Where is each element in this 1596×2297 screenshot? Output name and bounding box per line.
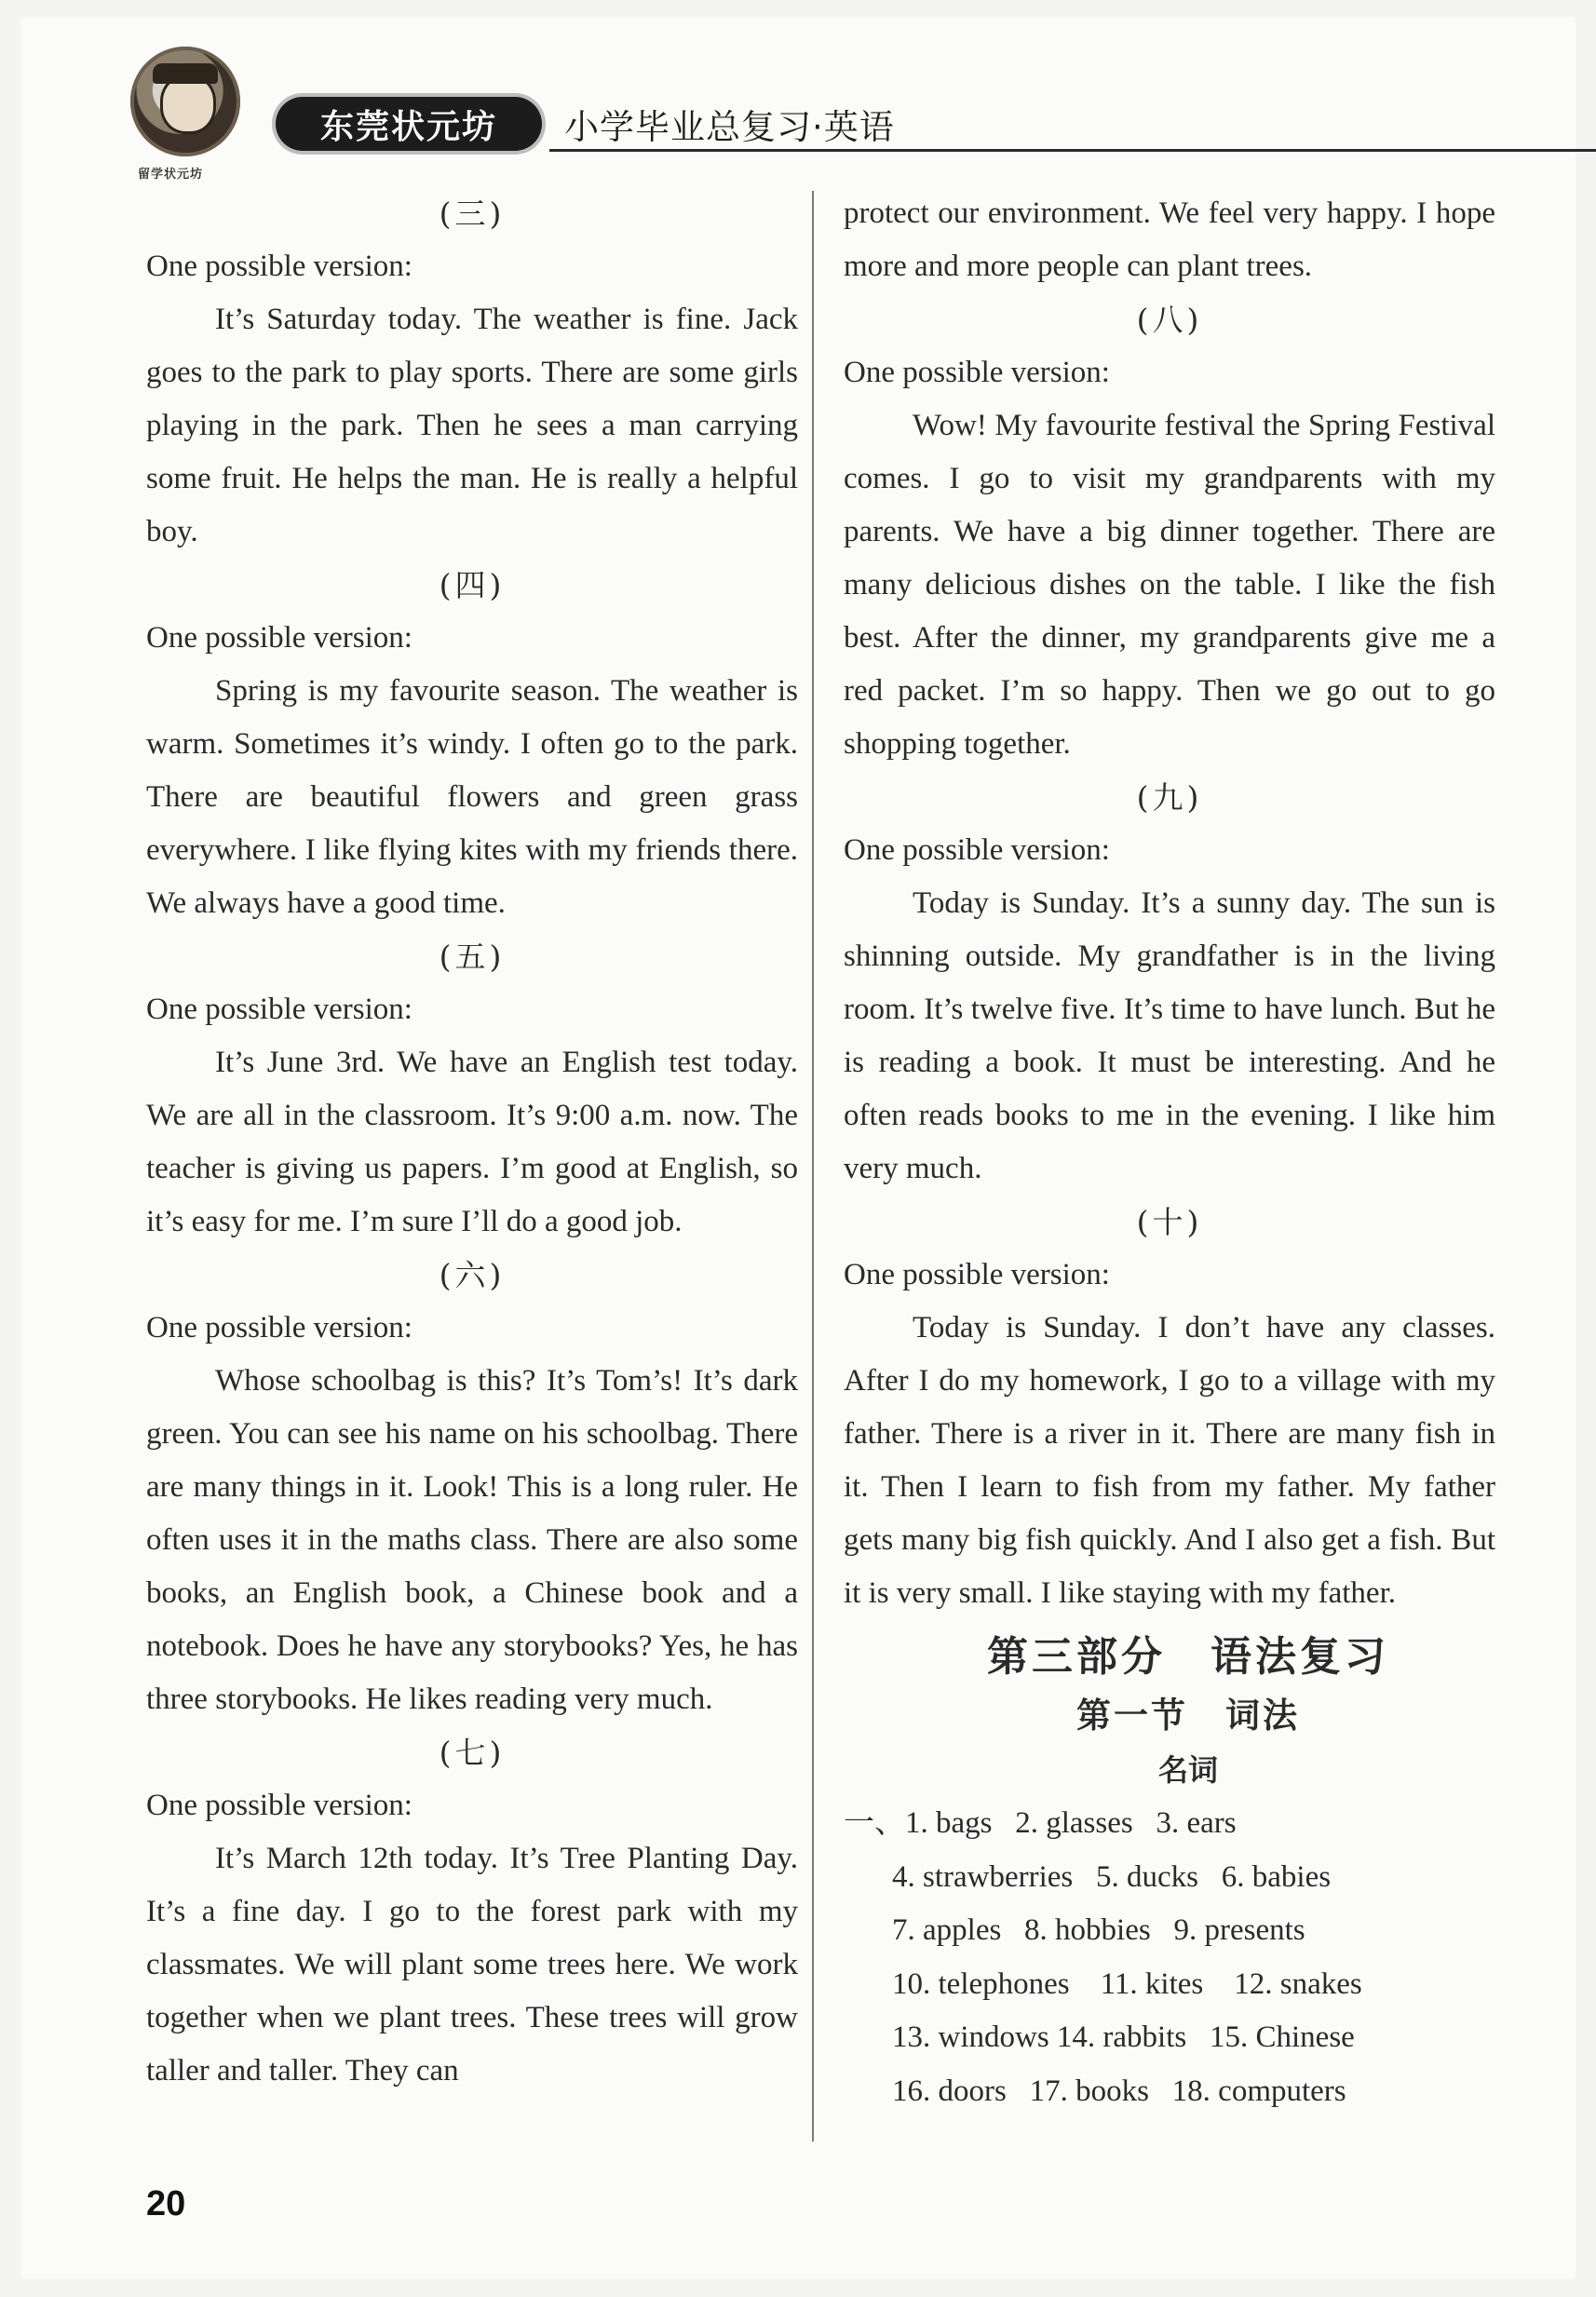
section-heading: (四) <box>439 567 506 603</box>
version-label: One possible version: <box>146 1789 413 1822</box>
page-header <box>0 0 1596 196</box>
section-heading: (八) <box>1136 302 1203 338</box>
essay-text: Wow! My favourite festival the Spring Festival comes. I go to visit my grandparents with my parents. We have a big dinner together. There are many delicious dishes on the table. I like the fish best. After the dinner, my grandparents give me a red packet. I’m so happy. Then we go out to go shopping together. <box>844 409 1495 761</box>
essay-section <box>844 293 1495 771</box>
book-title: 小学毕业总复习·英语 <box>564 107 895 147</box>
answer-row: 一、1. bags 2. glasses 3. ears <box>844 1806 1237 1840</box>
topic-title: 名词 <box>1157 1752 1218 1788</box>
essay-section <box>844 771 1495 1196</box>
essay-section <box>146 187 798 559</box>
essay-text: It’s March 12th today. It’s Tree Planting Day. It’s a fine day. I go to the forest park with my classmates. We will plant some trees here. We work together when we plant trees. These trees will grow taller and taller. They can <box>146 1842 798 2088</box>
column-divider <box>812 191 814 2142</box>
answer-row: 4. strawberries 5. ducks 6. babies <box>892 1859 1332 1894</box>
essay-text: Spring is my favourite season. The weather is warm. Sometimes it’s windy. I often go to the park. There are beautiful flowers and green grass everywhere. I like flying kites with my friends there. We always have a good time. <box>146 674 798 920</box>
left-column <box>146 187 798 2098</box>
answer-row: 7. apples 8. hobbies 9. presents <box>892 1913 1305 1947</box>
essay-text: Whose schoolbag is this? It’s Tom’s! It’s dark green. You can see his name on his schoolbag. There are many things in it. Look! This is a long ruler. He often uses it in the maths class. There are also some books, an English book, a Chinese book and a notebook. Does he have any storybooks? Yes, he has three storybooks. He likes reading very much. <box>146 1364 798 1716</box>
essay-text: It’s Saturday today. The weather is fine. Jack goes to the park to play sports. There are some girls playing in the park. Then he sees a man carrying some fruit. He helps the man. He is really a helpful boy. <box>146 303 798 548</box>
version-label: One possible version: <box>844 833 1110 867</box>
part-title: 第三部分 语法复习 <box>987 1633 1389 1681</box>
mascot-logo-icon <box>130 47 240 156</box>
section-heading: (三) <box>439 196 506 232</box>
section-heading: (十) <box>1136 1204 1203 1240</box>
version-label: One possible version: <box>146 621 413 655</box>
version-label: One possible version: <box>844 1258 1110 1291</box>
header-rule <box>549 149 1596 152</box>
essay-section <box>146 930 798 1249</box>
section-heading: (七) <box>439 1735 506 1771</box>
essay-section <box>844 1196 1495 1620</box>
chapter-section-title: 第一节 词法 <box>1076 1696 1300 1736</box>
essay-section <box>146 559 798 930</box>
essay-text: It’s June 3rd. We have an English test today. We are all in the classroom. It’s 9:00 a.m. now. The teacher is giving us papers. I’m good at English, so it’s easy for me. I’m sure I’ll do a good job. <box>146 1046 798 1238</box>
essay-text: Today is Sunday. I don’t have any classes. After I do my homework, I go to a village with my father. There is a river in it. There are many fish in it. Then I learn to fish from my father. My father gets many big fish quickly. And I also get a fish. But it is very small. I like staying with my father. <box>844 1311 1495 1610</box>
section-heading: (五) <box>439 939 506 975</box>
answer-list <box>844 1797 1495 2118</box>
brand-badge: 东莞状元坊 <box>276 97 542 151</box>
answer-row: 13. windows 14. rabbits 15. Chinese <box>892 2020 1355 2054</box>
logo-caption: 留学状元坊 <box>138 168 204 182</box>
version-label: One possible version: <box>844 356 1110 389</box>
right-column <box>844 187 1495 2118</box>
version-label: One possible version: <box>146 250 413 283</box>
version-label: One possible version: <box>146 1311 413 1344</box>
essay-section <box>146 1726 798 2098</box>
section-heading: (九) <box>1136 779 1203 816</box>
answer-row: 10. telephones 11. kites 12. snakes <box>892 1966 1362 2001</box>
section-heading: (六) <box>439 1257 506 1293</box>
essay-continuation: protect our environment. We feel very happy. I hope more and more people can plant trees. <box>844 196 1495 283</box>
page-number: 20 <box>146 2184 186 2223</box>
essay-section <box>146 1249 798 1726</box>
essay-text: Today is Sunday. It’s a sunny day. The sun is shinning outside. My grandfather is in the living room. It’s twelve five. It’s time to have lunch. But he is reading a book. It must be interesting. And he often reads books to me in the evening. I like him very much. <box>844 886 1495 1185</box>
mascot-hat-icon <box>153 63 218 84</box>
version-label: One possible version: <box>146 993 413 1026</box>
answer-row: 16. doors 17. books 18. computers <box>892 2074 1346 2108</box>
